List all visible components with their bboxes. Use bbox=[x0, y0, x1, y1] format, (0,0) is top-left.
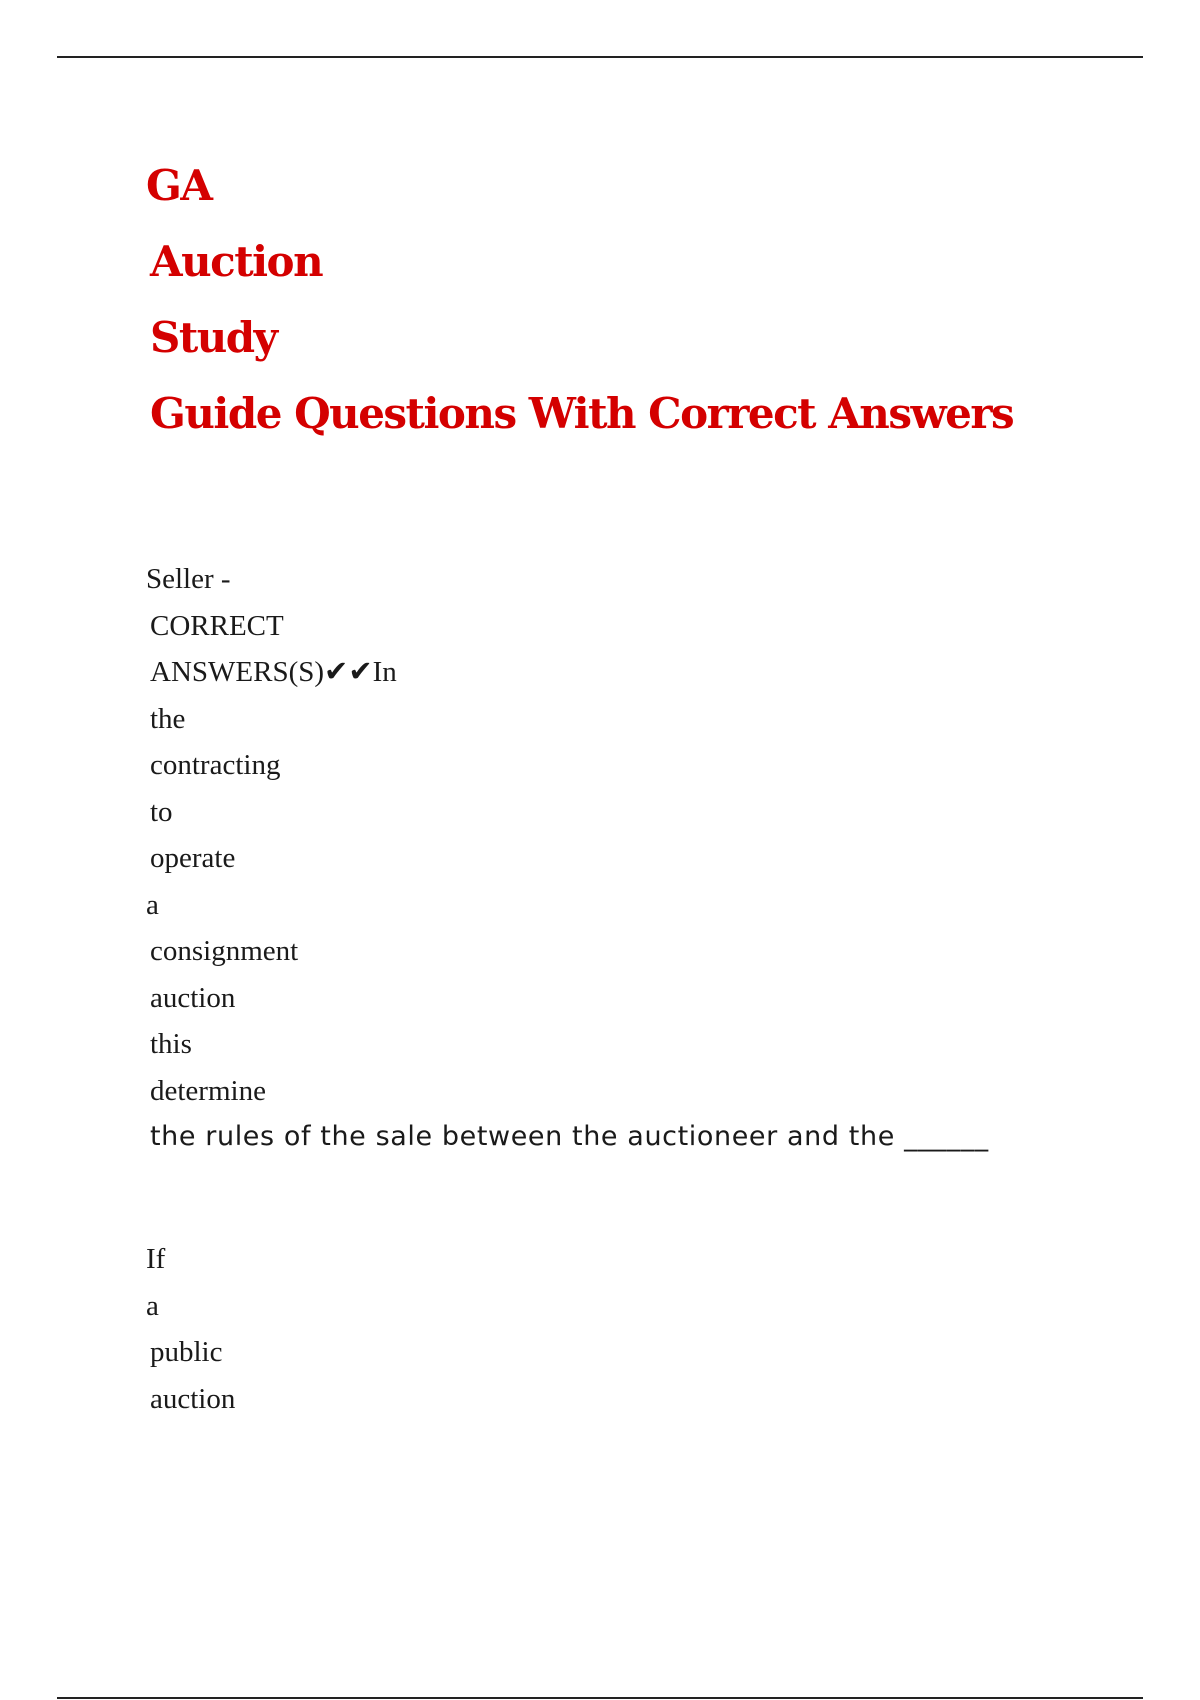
document-title bbox=[146, 148, 1146, 452]
bottom-rule bbox=[57, 1697, 1143, 1699]
question-text-line: auction bbox=[150, 981, 236, 1014]
question-text-line: the bbox=[150, 702, 186, 735]
question-text-line: auction bbox=[150, 1382, 236, 1415]
correct-answers-label: ANSWERS(S)✔✔In bbox=[150, 656, 397, 688]
title-line: Study bbox=[150, 313, 277, 362]
question-text-line: If bbox=[146, 1243, 166, 1275]
title-line: GA bbox=[146, 161, 212, 210]
question-answer-1 bbox=[146, 556, 1146, 1161]
question-text-line: public bbox=[150, 1336, 223, 1368]
question-text-line: a bbox=[146, 888, 159, 921]
question-text-line: contracting bbox=[150, 749, 281, 781]
question-text-line: to bbox=[150, 795, 173, 828]
answer-text: Seller - bbox=[146, 563, 231, 595]
title-line: Auction bbox=[150, 237, 323, 286]
question-text-line: this bbox=[150, 1028, 192, 1060]
question-text-line: the rules of the sale between the auctioneer and the ______ bbox=[150, 1121, 989, 1152]
question-text-line: a bbox=[146, 1289, 159, 1322]
top-rule bbox=[57, 56, 1143, 58]
correct-answers-label: CORRECT bbox=[150, 609, 284, 642]
question-text-line: consignment bbox=[150, 935, 299, 967]
question-text-line: determine bbox=[150, 1074, 266, 1107]
title-line: Guide Questions With Correct Answers bbox=[150, 389, 1014, 438]
question-answer-2 bbox=[146, 1236, 1146, 1422]
question-text-line: operate bbox=[150, 842, 236, 874]
